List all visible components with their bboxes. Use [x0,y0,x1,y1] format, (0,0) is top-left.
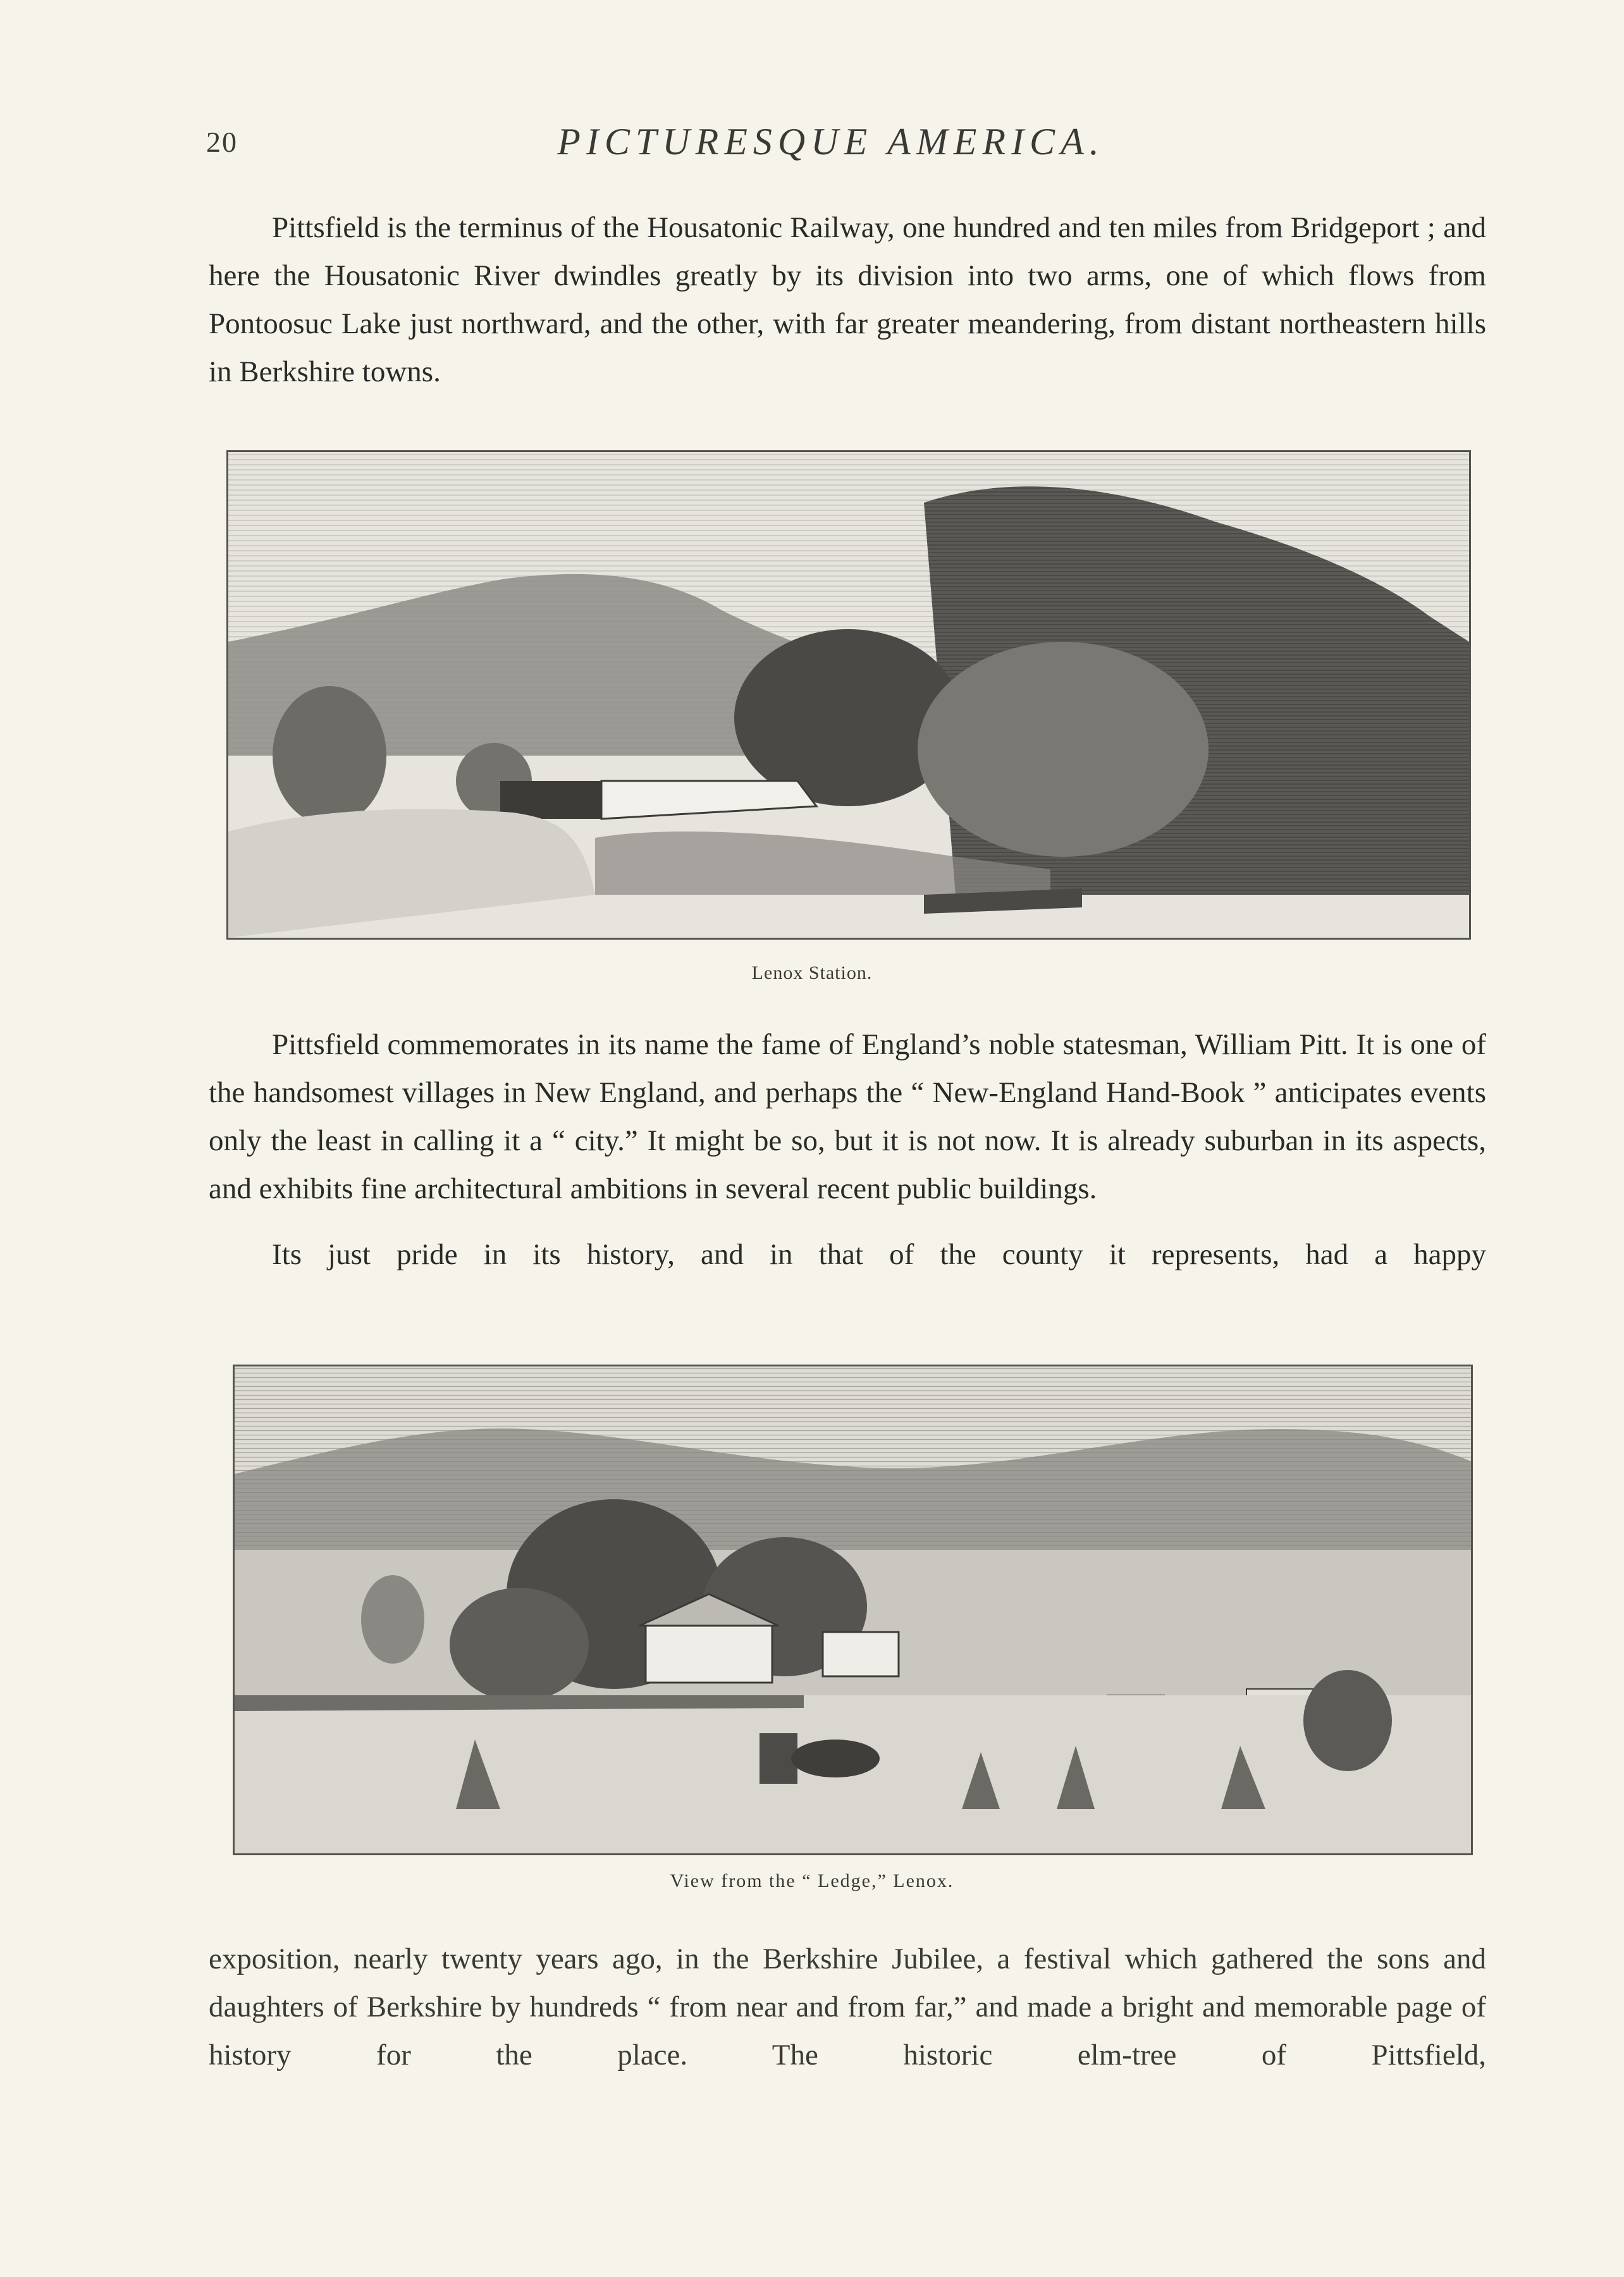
running-title: PICTURESQUE AMERICA. [557,121,1105,163]
lenox-station-engraving [228,452,1469,938]
page-number: 20 [206,126,238,158]
paragraph-pittsfield-terminus: Pittsfield is the terminus of the Housatonic Railway, one hundred and ten miles from Bridgeport ; and here the Housatonic River dwindles greatly by its division into two arms, one of which flows from Pontoosuc Lake just northward, and the other, with far greater meandering, from distant northeastern hills in Berkshire towns. [209,211,1486,388]
illustration-view-from-ledge [233,1365,1473,1855]
paragraph-pittsfield-commemorates: Pittsfield commemorates in its name the fame of England’s noble statesman, William Pitt. It is one of the handsomest villages in New England, and perhaps the “ New-England Hand-Book ” anticipates events only the least in calling it a “ city.” It might be so, but it is not now. It is already suburban in its aspects, and exhibits fine architectural ambitions in several recent public buildings. [209,1028,1486,1205]
caption-view-from-ledge: View from the “ Ledge,” Lenox. [670,1870,954,1891]
ledge-view-engraving [235,1366,1471,1853]
paragraph-exposition: exposition, nearly twenty years ago, in the Berkshire Jubilee, a festival which gathered the sons and daughters of Berkshire by hundreds “ from near and from far,” and made a bright and memorable page of history for the place. The historic elm-tree of Pittsfield, [209,1943,1486,2071]
illustration-lenox-station [226,450,1471,940]
caption-lenox-station: Lenox Station. [751,962,873,983]
paragraph-just-pride: Its just pride in its history, and in that of the county it represents, had a happy [272,1238,1486,1271]
running-header [0,120,1624,171]
